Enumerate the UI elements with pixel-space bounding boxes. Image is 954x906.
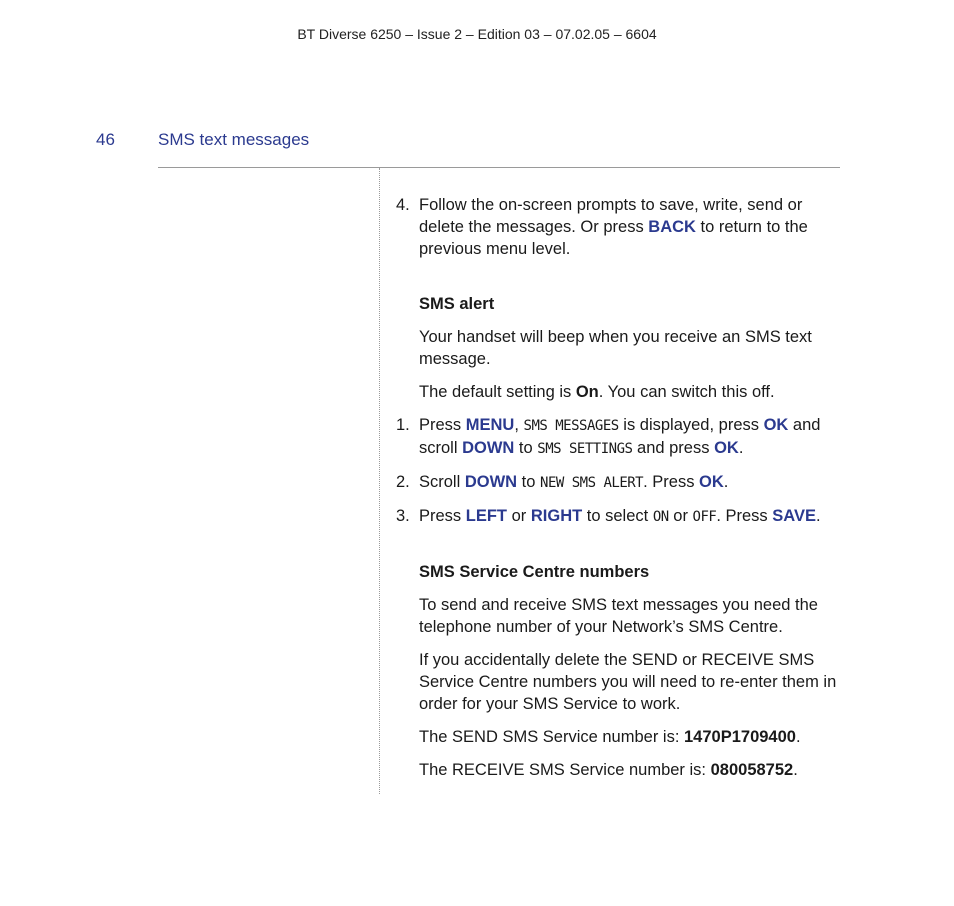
send-number: 1470P1709400 — [684, 728, 796, 746]
service-centre-paragraph: If you accidentally delete the SEND or RECEIVE SMS Service Centre numbers you will need to re-enter them in order for your SMS Service to work. — [419, 651, 837, 713]
service-centre-paragraph: To send and receive SMS text messages you need the telephone number of your Network’s SMS Centre. — [419, 596, 818, 636]
text: to — [517, 473, 541, 491]
text: . — [795, 728, 801, 746]
text: The SEND SMS Service number is: — [419, 728, 684, 746]
section-title: SMS text messages — [158, 130, 310, 149]
sms-alert-heading: SMS alert — [419, 295, 495, 313]
main-content — [396, 194, 846, 792]
default-value: On — [575, 383, 599, 401]
display-text: NEW SMS ALERT — [540, 475, 644, 491]
display-text: SMS SETTINGS — [537, 441, 633, 457]
text: or — [668, 507, 693, 525]
alert-step-3 — [396, 505, 846, 528]
alert-step-2 — [396, 471, 846, 494]
text: The RECEIVE SMS Service number is: — [419, 761, 711, 779]
document-header: BT Diverse 6250 – Issue 2 – Edition 03 – 07.02.05 – 6604 — [297, 26, 657, 42]
ok-key: OK — [714, 439, 739, 457]
receive-number-paragraph — [396, 759, 846, 781]
column-divider — [379, 168, 380, 794]
step-number: 4. — [396, 196, 410, 214]
ok-key: OK — [699, 473, 724, 491]
display-text: OFF — [692, 509, 717, 525]
header-rule — [158, 167, 840, 168]
right-key: RIGHT — [530, 507, 583, 525]
down-key: DOWN — [462, 439, 515, 457]
ok-key: OK — [763, 416, 789, 434]
step-4 — [396, 194, 846, 260]
step-text: to return to the previous menu level. — [419, 218, 808, 258]
text: , — [514, 416, 524, 434]
text: The default setting is — [419, 383, 576, 401]
page-number: 46 — [96, 130, 115, 149]
default-setting-paragraph — [396, 381, 846, 403]
text: . — [738, 439, 744, 457]
down-key: DOWN — [464, 473, 518, 491]
sms-alert-paragraph: Your handset will beep when you receive an SMS text message. — [419, 328, 812, 368]
text: Press — [419, 416, 466, 434]
text: to select — [582, 507, 653, 525]
display-text: SMS MESSAGES — [523, 418, 619, 434]
left-key: LEFT — [465, 507, 508, 525]
text: . You can switch this off. — [598, 383, 775, 401]
text: . — [815, 507, 821, 525]
text: . Press — [643, 473, 700, 491]
text: and press — [632, 439, 715, 457]
text: or — [507, 507, 531, 525]
text: Scroll — [419, 473, 465, 491]
step-text: Follow the on-screen prompts to save, write, send or delete the messages. Or press — [419, 196, 803, 236]
step-number: 3. — [396, 507, 410, 525]
text: Press — [419, 507, 466, 525]
send-number-paragraph — [396, 726, 846, 748]
text: to — [514, 439, 538, 457]
step-number: 2. — [396, 473, 410, 491]
text: and scroll — [419, 416, 821, 457]
text: . — [793, 761, 798, 779]
save-key: SAVE — [772, 507, 816, 525]
text: . Press — [716, 507, 773, 525]
text: is displayed, press — [618, 416, 764, 434]
receive-number: 080058752 — [710, 761, 794, 779]
step-number: 1. — [396, 416, 410, 434]
service-centre-heading: SMS Service Centre numbers — [419, 563, 650, 581]
alert-step-1 — [396, 414, 846, 460]
back-key: BACK — [648, 218, 696, 236]
text: . — [723, 473, 729, 491]
display-text: ON — [652, 509, 669, 525]
menu-key: MENU — [465, 416, 515, 434]
